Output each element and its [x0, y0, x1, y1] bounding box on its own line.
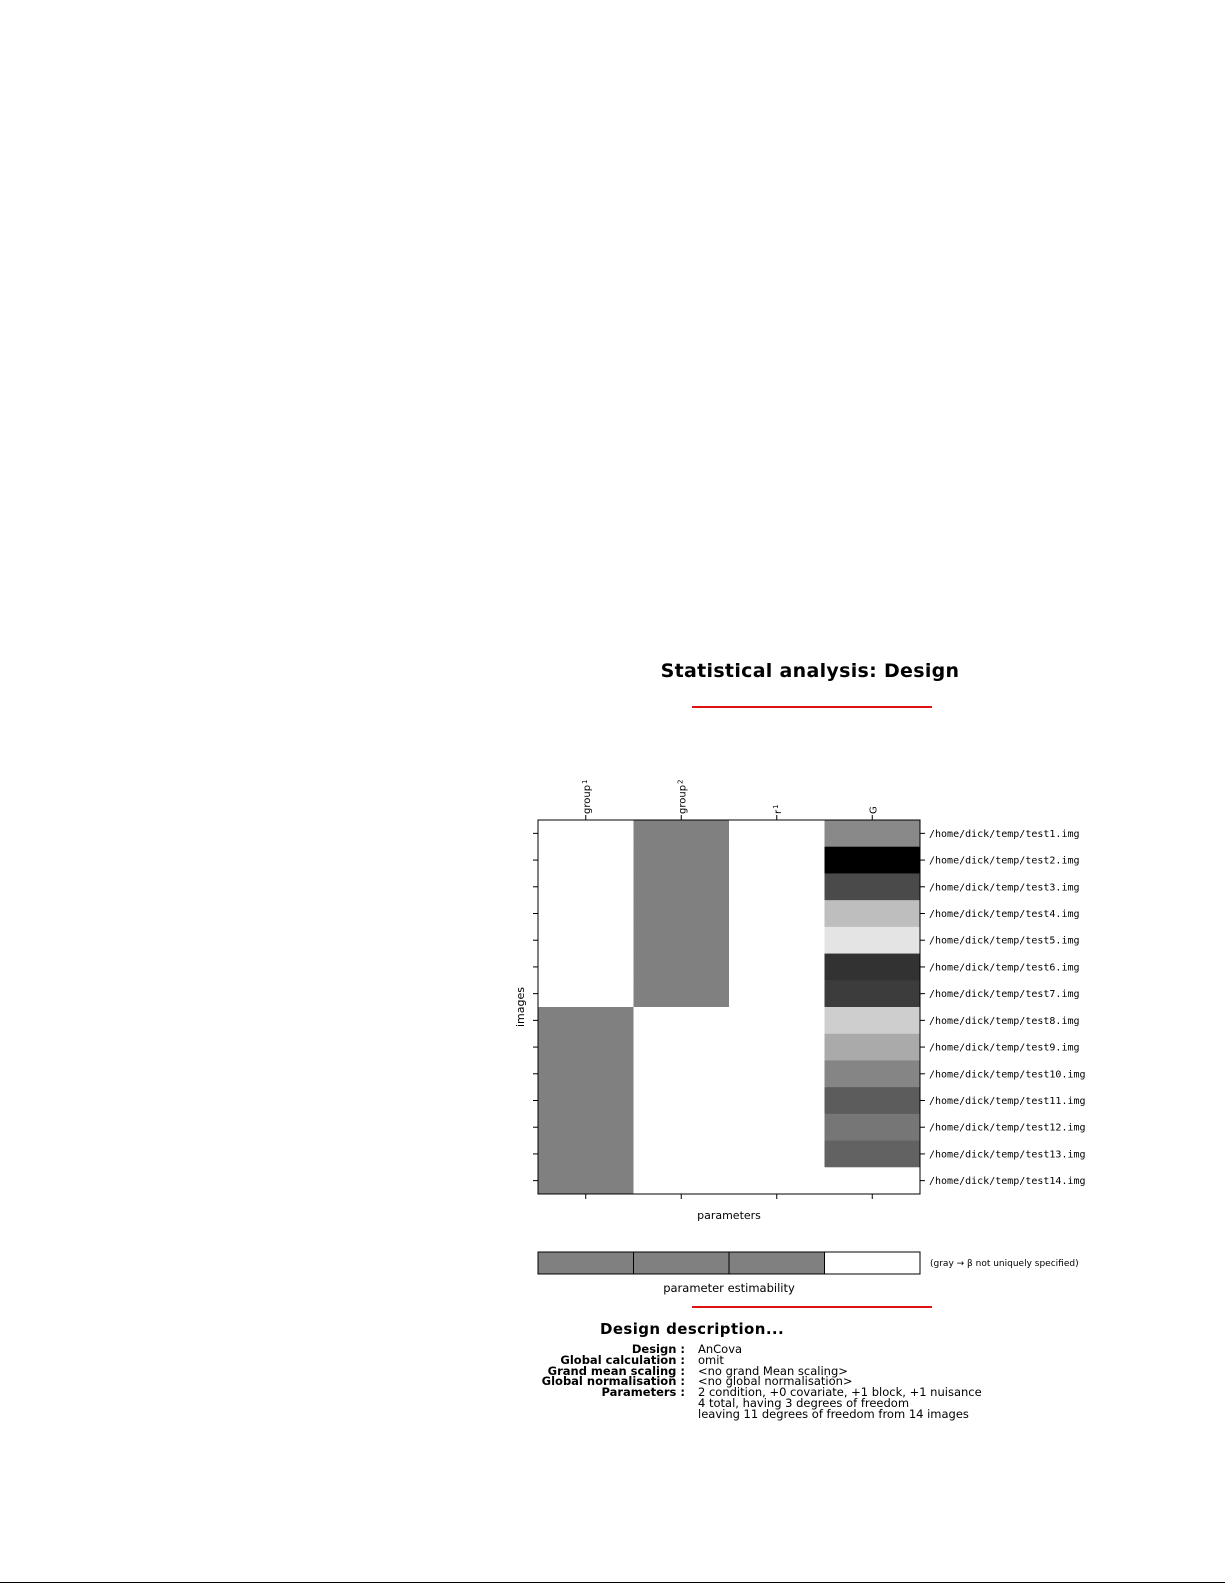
design-cell-r8-c1 [538, 1007, 634, 1034]
design-cell-r11-c2 [634, 1087, 730, 1114]
image-row-label: /home/dick/temp/test14.img [929, 1176, 1086, 1188]
parameter-column-label: $r^1$ [771, 804, 784, 814]
design-cell-r14-c2 [634, 1167, 730, 1194]
description-value: 4 total, having 3 degrees of freedom [698, 1395, 910, 1410]
image-row-label: /home/dick/temp/test5.img [929, 935, 1080, 947]
design-cell-r3-c2 [634, 873, 730, 900]
design-cell-r9-c2 [634, 1034, 730, 1061]
image-row-label: /home/dick/temp/test10.img [929, 1069, 1086, 1081]
image-row-label: /home/dick/temp/test11.img [929, 1096, 1086, 1107]
design-cell-r5-c4 [825, 927, 921, 954]
design-cell-r5-c2 [634, 927, 730, 954]
description-label: Global calculation : [560, 1352, 685, 1367]
design-cell-r2-c3 [729, 847, 825, 874]
design-cell-r10-c4 [825, 1060, 921, 1087]
parameter-column-label: G [868, 806, 880, 814]
design-cell-r7-c1 [538, 980, 634, 1007]
design-description-values [698, 1344, 1028, 1420]
design-cell-r13-c1 [538, 1141, 634, 1168]
design-cell-r9-c1 [538, 1034, 634, 1061]
design-cell-r1-c3 [729, 820, 825, 847]
description-value: 2 condition, +0 covariate, +1 block, +1 nuisance [698, 1385, 982, 1400]
estimability-cell-2 [634, 1252, 730, 1274]
design-cell-r6-c3 [729, 954, 825, 981]
design-cell-r6-c2 [634, 954, 730, 981]
parameter-column-label: group$^2$ [676, 779, 689, 814]
design-cell-r3-c4 [825, 873, 921, 900]
design-cell-r13-c4 [825, 1141, 921, 1168]
design-cell-r10-c3 [729, 1060, 825, 1087]
image-row-label: /home/dick/temp/test8.img [929, 1015, 1080, 1027]
design-cell-r8-c3 [729, 1007, 825, 1034]
description-label [520, 1398, 685, 1409]
design-cell-r1-c4 [825, 820, 921, 847]
design-cell-r5-c3 [729, 927, 825, 954]
design-cell-r11-c4 [825, 1087, 921, 1114]
design-description-labels [520, 1344, 685, 1420]
estimability-cell-3 [729, 1252, 825, 1274]
design-cell-r13-c2 [634, 1141, 730, 1168]
parameter-column-label: group$^1$ [580, 779, 593, 814]
design-cell-r2-c1 [538, 847, 634, 874]
design-cell-r12-c2 [634, 1114, 730, 1141]
image-row-label: /home/dick/temp/test2.img [929, 855, 1080, 867]
design-cell-r13-c3 [729, 1141, 825, 1168]
image-row-label: /home/dick/temp/test7.img [929, 989, 1080, 1001]
design-cell-r8-c2 [634, 1007, 730, 1034]
page-title: Statistical analysis: Design [660, 660, 960, 682]
design-cell-r4-c3 [729, 900, 825, 927]
design-cell-r14-c3 [729, 1167, 825, 1194]
design-cell-r3-c1 [538, 873, 634, 900]
description-value: <no global normalisation> [698, 1374, 853, 1389]
design-cell-r3-c3 [729, 873, 825, 900]
design-cell-r6-c1 [538, 954, 634, 981]
design-cell-r4-c4 [825, 900, 921, 927]
design-cell-r6-c4 [825, 954, 921, 981]
estimability-label: parameter estimability [663, 1281, 795, 1295]
design-cell-r7-c3 [729, 980, 825, 1007]
design-cell-r7-c4 [825, 980, 921, 1007]
image-row-label: /home/dick/temp/test12.img [929, 1122, 1086, 1134]
estimability-cell-1 [538, 1252, 634, 1274]
design-cell-r1-c1 [538, 820, 634, 847]
design-cell-r9-c3 [729, 1034, 825, 1061]
description-value: omit [698, 1352, 724, 1367]
description-label: Design : [631, 1342, 685, 1356]
image-row-label: /home/dick/temp/test9.img [929, 1042, 1080, 1054]
image-row-label: /home/dick/temp/test6.img [929, 962, 1080, 974]
design-cell-r9-c4 [825, 1034, 921, 1061]
design-description-heading: Design description... [600, 1320, 785, 1338]
design-cell-r12-c1 [538, 1114, 634, 1141]
design-cell-r11-c1 [538, 1087, 634, 1114]
design-cell-r14-c1 [538, 1167, 634, 1194]
design-cell-r10-c1 [538, 1060, 634, 1087]
page-bottom-rule [0, 1582, 1225, 1583]
y-axis-label: images [514, 987, 527, 1027]
design-cell-r4-c2 [634, 900, 730, 927]
design-cell-r4-c1 [538, 900, 634, 927]
design-cell-r12-c4 [825, 1114, 921, 1141]
design-cell-r2-c4 [825, 847, 921, 874]
design-cell-r14-c4 [825, 1167, 921, 1194]
description-value: leaving 11 degrees of freedom from 14 images [698, 1406, 969, 1421]
estimability-cell-4 [825, 1252, 921, 1274]
design-cell-r7-c2 [634, 980, 730, 1007]
estimability-note: (gray → β not uniquely specified) [930, 1259, 1079, 1269]
description-value: AnCova [698, 1342, 743, 1356]
description-label: Parameters : [601, 1385, 685, 1400]
description-divider [692, 1306, 932, 1308]
description-label [520, 1409, 685, 1420]
design-cell-r1-c2 [634, 820, 730, 847]
description-label: Global normalisation : [541, 1374, 685, 1389]
design-cell-r12-c3 [729, 1114, 825, 1141]
image-row-label: /home/dick/temp/test4.img [929, 909, 1080, 920]
image-row-label: /home/dick/temp/test13.img [929, 1149, 1086, 1161]
design-cell-r8-c4 [825, 1007, 921, 1034]
design-cell-r2-c2 [634, 847, 730, 874]
design-cell-r10-c2 [634, 1060, 730, 1087]
image-row-label: /home/dick/temp/test1.img [929, 828, 1080, 840]
image-row-label: /home/dick/temp/test3.img [929, 882, 1080, 894]
design-cell-r5-c1 [538, 927, 634, 954]
design-cell-r11-c3 [729, 1087, 825, 1114]
description-label: Grand mean scaling : [547, 1363, 685, 1378]
description-value: <no grand Mean scaling> [698, 1363, 848, 1378]
x-axis-label: parameters [697, 1209, 761, 1222]
